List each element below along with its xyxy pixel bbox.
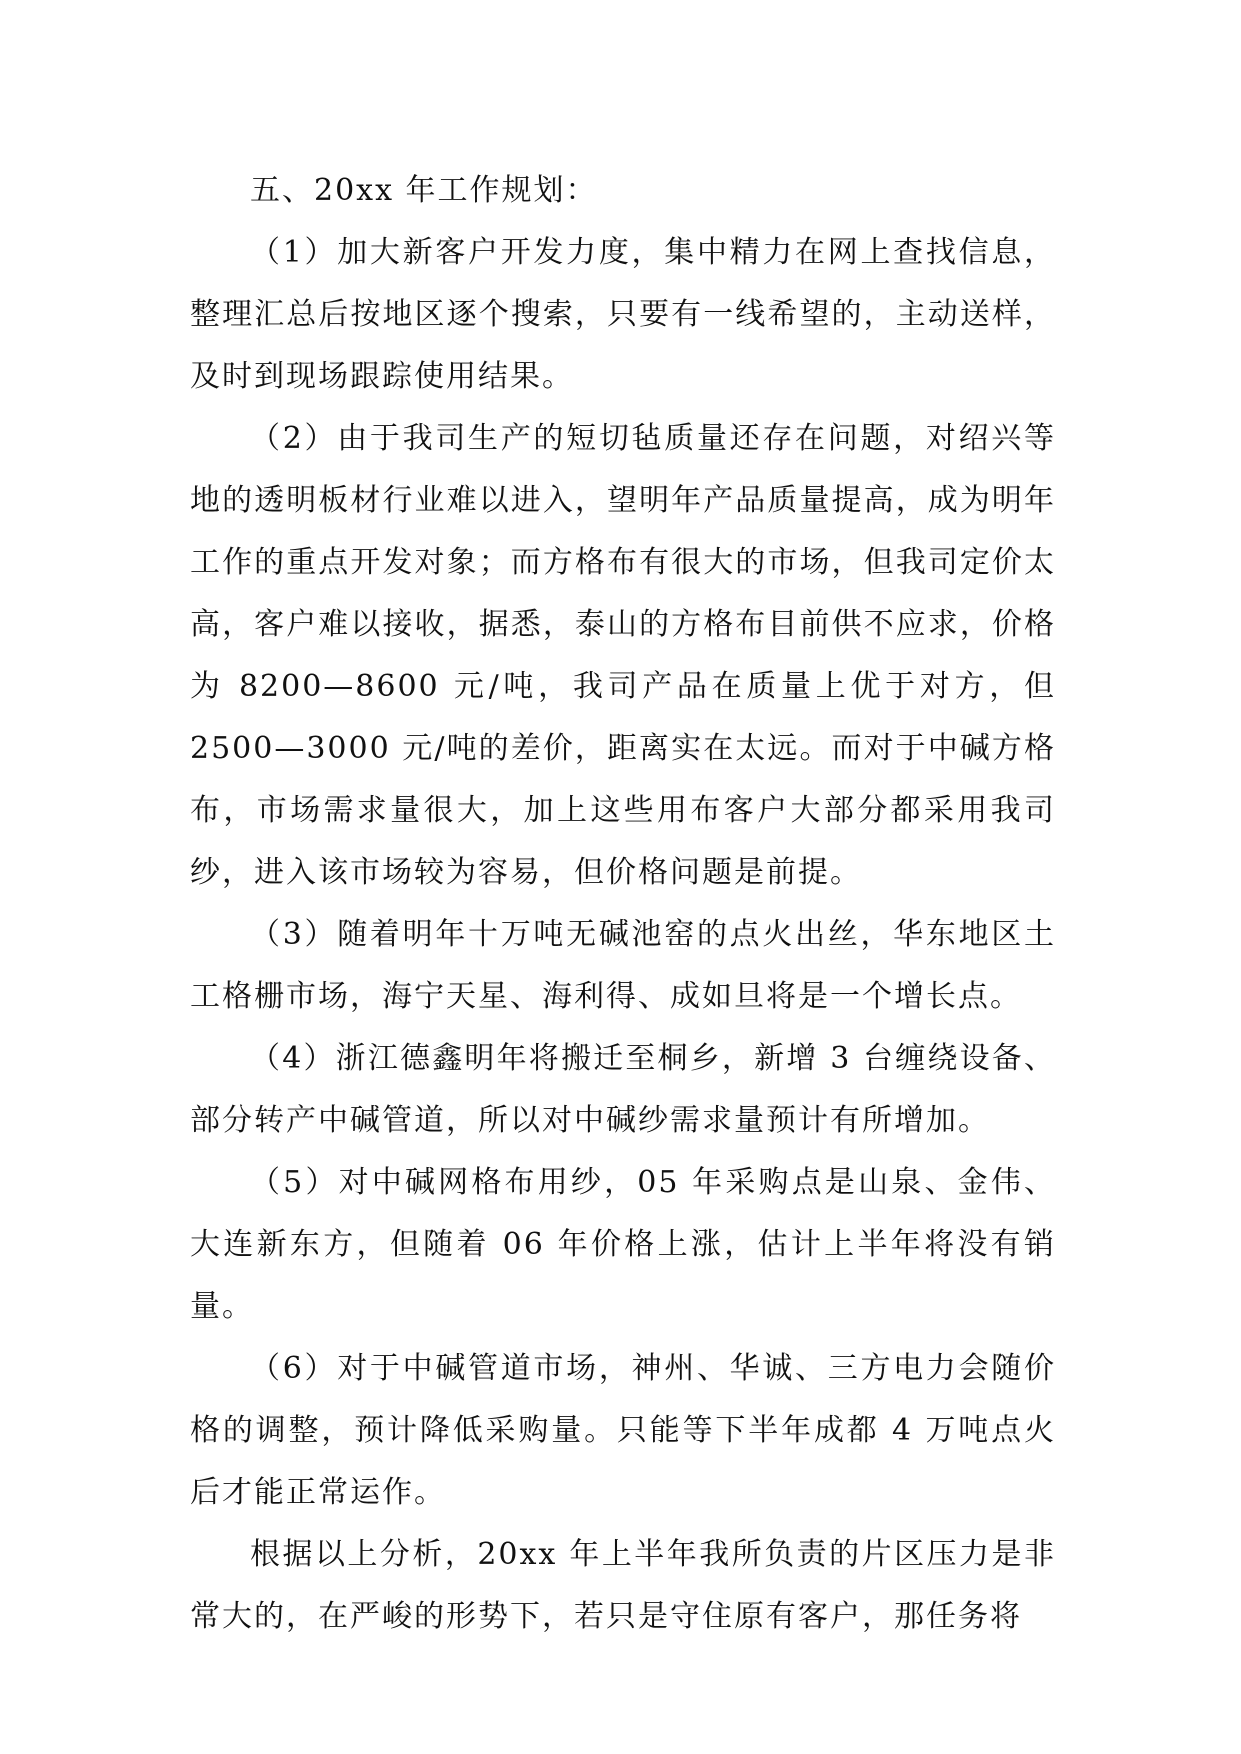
paragraph-item-6: （6）对于中碱管道市场，神州、华诚、三方电力会随价格的调整，预计降低采购量。只能等下半年成都 4 万吨点火后才能正常运作。 <box>190 1351 1056 1510</box>
summary-paragraph: 根据以上分析，20xx 年上半年我所负责的片区压力是非常大的，在严峻的形势下，若只是守住原有客户，那任务将 <box>190 1537 1056 1634</box>
paragraph-item-2: （2）由于我司生产的短切毡质量还存在问题，对绍兴等地的透明板材行业难以进入，望明年产品质量提高，成为明年工作的重点开发对象；而方格布有很大的市场，但我司定价太高，客户难以接收，据悉，泰山的方格布目前供不应求，价格为 8200—8600 元/吨，我司产品在质量上优于对方，但 2500—3000 元/吨的差价，距离实在太远。而对于中碱方格布，市场需求量很大，加上这些用布客户大部分都采用我司纱，进入该市场较为容易，但价格问题是前提。 <box>190 421 1056 890</box>
paragraph-item-1: （1）加大新客户开发力度，集中精力在网上查找信息，整理汇总后按地区逐个搜索，只要有一线希望的，主动送样，及时到现场跟踪使用结果。 <box>190 235 1056 394</box>
paragraph-item-5: （5）对中碱网格布用纱，05 年采购点是山泉、金伟、大连新东方，但随着 06 年价格上涨，估计上半年将没有销量。 <box>190 1165 1056 1324</box>
paragraph-item-4: （4）浙江德鑫明年将搬迁至桐乡，新增 3 台缠绕设备、部分转产中碱管道，所以对中碱纱需求量预计有所增加。 <box>190 1041 1056 1138</box>
paragraph-item-3: （3）随着明年十万吨无碱池窑的点火出丝，华东地区土工格栅市场，海宁天星、海利得、成如旦将是一个增长点。 <box>190 917 1056 1014</box>
document-body <box>190 160 1056 1648</box>
section-heading: 五、20xx 年工作规划： <box>250 173 598 208</box>
